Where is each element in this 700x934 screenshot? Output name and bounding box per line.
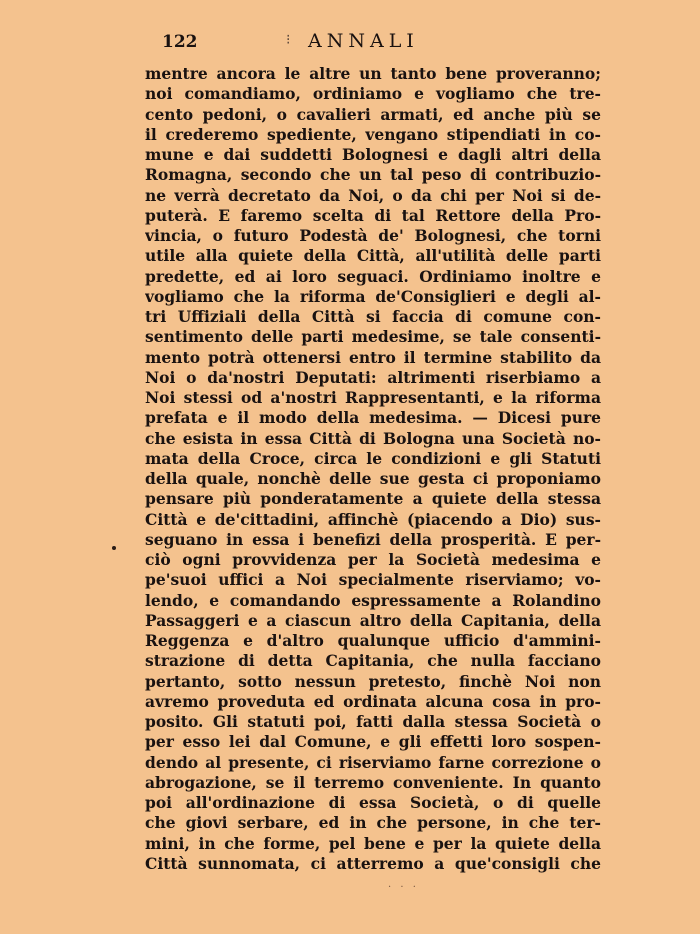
- text-line: che giovi serbare, ed in che persone, in che ter-: [145, 813, 601, 833]
- text-line: sentimento delle parti medesime, se tale consenti-: [145, 327, 601, 347]
- text-line: Passaggeri e a ciascun altro della Capitania, della: [145, 610, 601, 630]
- body-text: [145, 64, 601, 874]
- page-bottom-specks: · · ·: [388, 882, 419, 893]
- running-title: ANNALI: [308, 30, 419, 52]
- text-line: mune e dai suddetti Bolognesi e dagli altri della: [145, 145, 601, 164]
- text-line: avremo proveduta ed ordinata alcuna cosa in pro-: [145, 691, 601, 711]
- text-line: pe'suoi uffici a Noi specialmente riserviamo; vo-: [145, 570, 601, 590]
- text-line: Città e de'cittadini, affinchè (piacendo a Dio) sus-: [145, 509, 601, 529]
- text-line: Noi stessi od a'nostri Rappresentanti, e la riforma: [145, 388, 601, 407]
- text-line: dendo al presente, ci riserviamo farne correzione o: [145, 752, 601, 772]
- text-line: utile alla quiete della Città, all'utilità delle parti: [145, 246, 601, 266]
- text-line: vogliamo che la riforma de'Consiglieri e degli al-: [145, 286, 601, 306]
- text-line: puterà. E faremo scelta di tal Rettore della Pro-: [145, 205, 601, 225]
- text-line: per esso lei dal Comune, e gli effetti loro sospen-: [145, 732, 601, 752]
- text-line: mata della Croce, circa le condizioni e gli Statuti: [145, 448, 601, 468]
- text-line: Reggenza e d'altro qualunque ufficio d'ammini-: [145, 631, 601, 650]
- text-line: poi all'ordinazione di essa Società, o di quelle: [145, 793, 601, 812]
- text-line: mini, in che forme, pel bene e per la quiete della: [145, 833, 601, 853]
- text-line: lendo, e comandando espressamente a Rolandino: [145, 590, 601, 610]
- text-line: Romagna, secondo che un tal peso di contribuzio-: [145, 165, 601, 185]
- text-line: noi comandiamo, ordiniamo e vogliamo che tre-: [145, 84, 601, 104]
- margin-ink-dot: [112, 546, 116, 550]
- text-line: Noi o da'nostri Deputati: altrimenti riserbiamo a: [145, 367, 601, 387]
- text-line: mentre ancora le altre un tanto bene proveranno;: [145, 64, 601, 83]
- text-line: posito. Gli statuti poi, fatti dalla stessa Società o: [145, 712, 601, 731]
- text-line: pensare più ponderatamente a quiete della stessa: [145, 489, 601, 509]
- text-line: della quale, nonchè delle sue gesta ci proponiamo: [145, 469, 601, 488]
- text-line: pertanto, sotto nessun pretesto, finchè Noi non: [145, 671, 601, 691]
- text-line: mento potrà ottenersi entro il termine stabilito da: [145, 347, 601, 367]
- text-line: predette, ed ai loro seguaci. Ordiniamo inoltre e: [145, 266, 601, 286]
- text-line: tri Uffiziali della Città si faccia di comune con-: [145, 307, 601, 326]
- text-line: cento pedoni, o cavalieri armati, ed anche più se: [145, 104, 601, 124]
- text-line: abrogazione, se il terremo conveniente. In quanto: [145, 772, 601, 792]
- header-ornament-mark: ⁝: [286, 32, 291, 48]
- text-line: seguano in essa i benefizi della prosperità. E per-: [145, 529, 601, 549]
- text-line: prefata e il modo della medesima. — Dicesi pure: [145, 408, 601, 428]
- page-number: 122: [162, 32, 198, 52]
- text-line: ciò ogni provvidenza per la Società medesima e: [145, 550, 601, 569]
- text-line: vincia, o futuro Podestà de' Bolognesi, che torni: [145, 226, 601, 245]
- text-line: strazione di detta Capitania, che nulla facciano: [145, 651, 601, 671]
- text-line: ne verrà decretato da Noi, o da chi per Noi si de-: [145, 185, 601, 205]
- text-line: il crederemo spediente, vengano stipendiati in co-: [145, 124, 601, 144]
- text-line: Città sunnomata, ci atterremo a que'consigli che: [145, 853, 601, 873]
- text-line: che esista in essa Città di Bologna una Società no-: [145, 428, 601, 448]
- running-head: [150, 30, 600, 54]
